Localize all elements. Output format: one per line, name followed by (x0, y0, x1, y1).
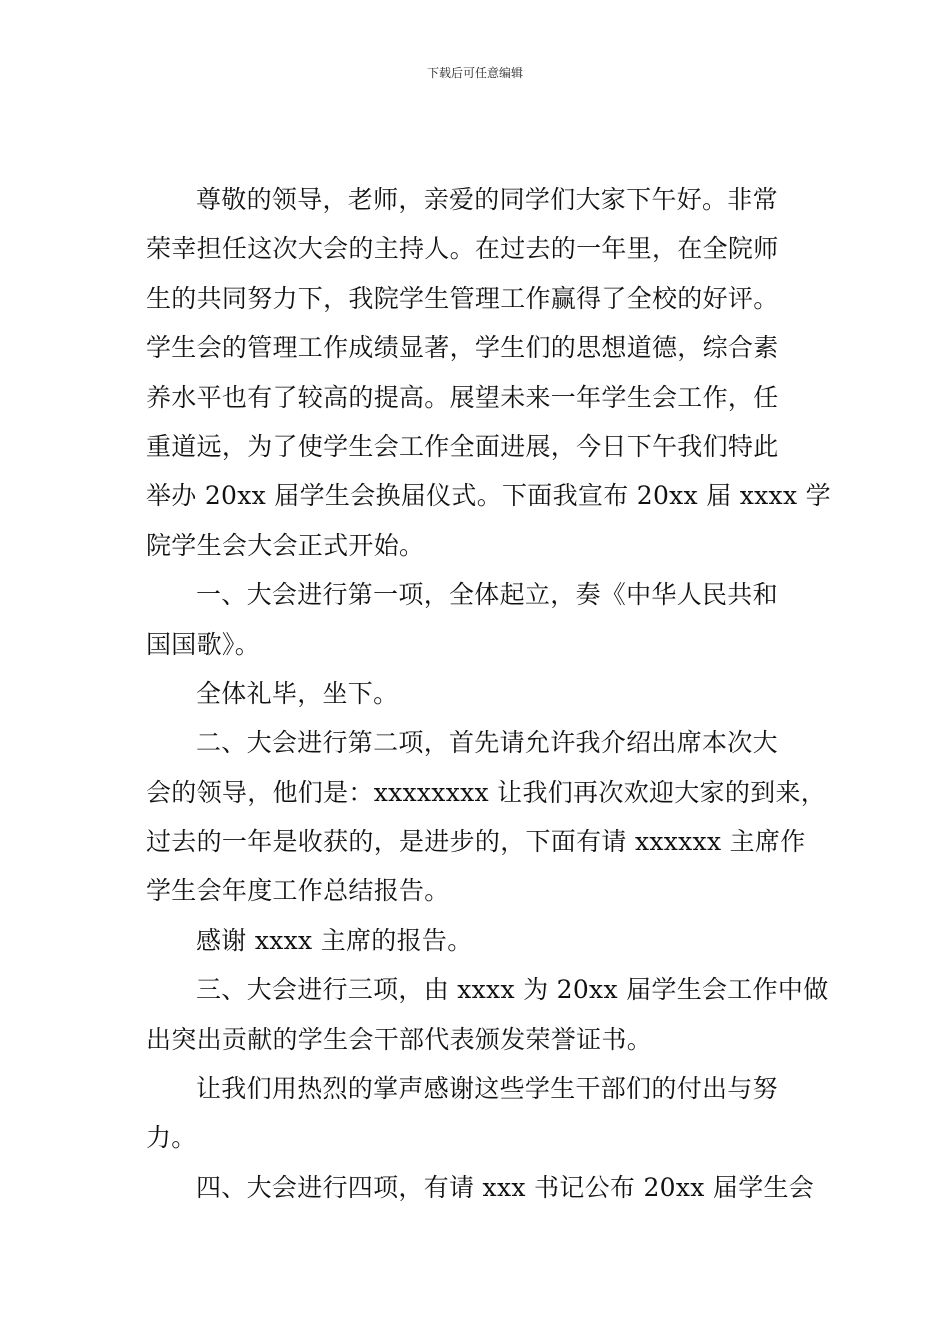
text-line: 院学生会大会正式开始。 (146, 530, 425, 560)
document-body (146, 175, 831, 1212)
text-line: 学生会年度工作总结报告。 (146, 876, 450, 906)
text-line: 国国歌》。 (146, 629, 261, 659)
text-line: 养水平也有了较高的提高。展望未来一年学生会工作，任 (146, 382, 779, 412)
text-line: 全体礼毕，坐下。 (196, 678, 399, 708)
text-line: 出突出贡献的学生会干部代表颁发荣誉证书。 (146, 1024, 653, 1054)
text-line: 一、大会进行第一项，全体起立，奏《中华人民共和 (196, 580, 778, 610)
text-line: 学生会的管理工作成绩显著，学生们的思想道德，综合素 (146, 333, 779, 363)
text-line: 生的共同努力下，我院学生管理工作赢得了全校的好评。 (146, 283, 779, 313)
text-line: 尊敬的领导，老师，亲爱的同学们大家下午好。非常 (196, 185, 778, 214)
text-line: 感谢 xxxx 主席的报告。 (196, 925, 473, 955)
text-line: 二、大会进行第二项，首先请允许我介绍出席本次大 (196, 728, 778, 758)
text-line: 会的领导，他们是：xxxxxxxx 让我们再次欢迎大家的到来， (146, 777, 827, 807)
text-line: 三、大会进行三项，由 xxxx 为 20xx 届学生会工作中做 (196, 975, 829, 1005)
text-line: 荣幸担任这次大会的主持人。在过去的一年里，在全院师 (146, 234, 779, 264)
text-line: 让我们用热烈的掌声感谢这些学生干部们的付出与努 (196, 1074, 778, 1104)
text-line: 重道远，为了使学生会工作全面进展，今日下午我们特此 (146, 431, 779, 461)
text-line: 举办 20xx 届学生会换届仪式。下面我宣布 20xx 届 xxxx 学 (146, 481, 831, 511)
page-header: 下载后可任意编辑 (426, 66, 523, 80)
text-line: 四、大会进行四项，有请 xxx 书记公布 20xx 届学生会 (196, 1172, 815, 1202)
text-line: 过去的一年是收获的，是进步的，下面有请 xxxxxx 主席作 (146, 827, 806, 857)
text-line: 力。 (146, 1123, 197, 1153)
